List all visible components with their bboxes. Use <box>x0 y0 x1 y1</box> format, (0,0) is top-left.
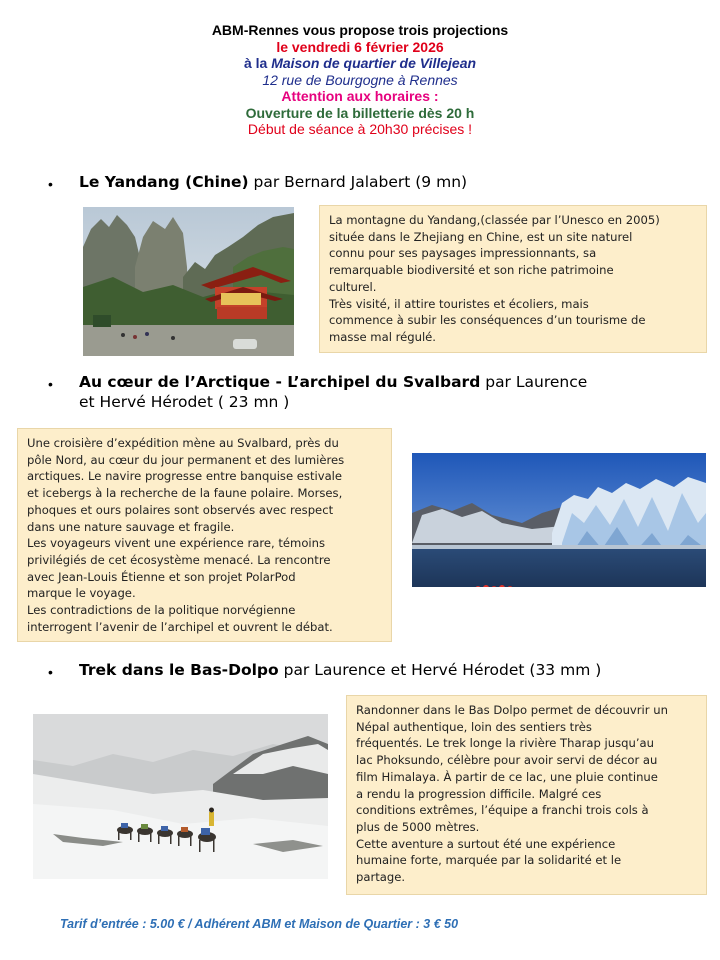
film-3-description <box>346 695 707 895</box>
film-3-desc-line: fréquentés. Le trek longe la rivière Tharap jusqu’au <box>356 736 654 751</box>
venue-line <box>0 55 720 72</box>
film-1-desc-line: La montagne du Yandang,(classée par l’Unesco en 2005) <box>329 213 660 227</box>
film-1-desc-line: masse mal régulé. <box>329 329 436 344</box>
film-2-desc-line: interrogent l’avenir de l’archipel et ouvrent le débat. <box>27 619 333 634</box>
price-footer: Tarif d’entrée : 5.00 € / Adhérent ABM et Maison de Quartier : 3 € 50 <box>60 917 459 931</box>
bullet-3: • <box>48 664 53 680</box>
film-2-desc-line: pôle Nord, au cœur du jour permanent et des lumières <box>27 452 345 467</box>
svalbard-photo <box>412 453 706 587</box>
film-2-desc-line: arctiques. Le navire progresse entre banquise estivale <box>27 469 343 484</box>
film-2-desc-line: Une croisière d’expédition mène au Svalbard, près du <box>27 436 339 450</box>
film-2-desc-line: avec Jean-Louis Étienne et son projet PolarPod <box>27 569 296 584</box>
event-date: le vendredi 6 février 2026 <box>276 38 444 55</box>
film-3-desc-line: Cette aventure a surtout été une expérience <box>356 836 616 851</box>
film-1-desc-line: culturel. <box>329 279 377 294</box>
film-2-desc-line: et icebergs à la recherche de la faune polaire. Morses, <box>27 486 343 501</box>
bullet-2: • <box>48 376 53 392</box>
film-3-desc-line: conditions extrêmes, l’équipe a franchi trois cols à <box>356 803 649 818</box>
film-3-desc-line: lac Phoksundo, célèbre pour avoir servi de décor au <box>356 753 658 768</box>
film-2-desc-line: privilégiés de cet écosystème menacé. La rencontre <box>27 552 331 567</box>
dolpo-photo <box>33 714 328 879</box>
film-1-desc-line: commence à subir les conséquences d’un tourisme de <box>329 313 646 328</box>
film-2-desc-line: Les voyageurs vivent une expérience rare, témoins <box>27 536 326 551</box>
film-3-desc-line: a rendu la progression difficile. Malgré ces <box>356 786 602 801</box>
film-3-desc-line: plus de 5000 mètres. <box>356 819 480 834</box>
film-3-desc-line: film Himalaya. À partir de ce lac, une pluie continue <box>356 769 658 784</box>
film-1-description <box>319 205 707 353</box>
film-2-desc-line: dans une nature sauvage et fragile. <box>27 519 235 534</box>
ticket-opening: Ouverture de la billetterie dès 20 h <box>245 104 475 121</box>
film-1-credits: par Bernard Jalabert (9 mn) <box>248 173 468 191</box>
film-3-desc-line: partage. <box>356 870 406 885</box>
yandang-photo <box>83 207 294 356</box>
film-1-desc-line: remarquable biodiversité et son riche patrimoine <box>329 263 614 278</box>
bullet-1: • <box>48 176 53 192</box>
film-3-desc-line: Randonner dans le Bas Dolpo permet de découvrir un <box>356 703 668 717</box>
film-1-desc-line: située dans le Zhejiang en Chine, est un site naturel <box>329 229 633 244</box>
film-3-desc-line: Népal authentique, loin des sentiers très <box>356 719 592 734</box>
film-2-credits-line2: et Hervé Hérodet ( 23 mn ) <box>79 393 290 411</box>
film-1-name: Le Yandang (Chine) <box>79 173 249 191</box>
film-2-name: Au cœur de l’Arctique - L’archipel du Svalbard <box>79 373 481 391</box>
film-3-desc-line: humaine forte, marquée par la solidarité et le <box>356 853 622 868</box>
film-2-desc-line: phoques et ours polaires sont observés avec respect <box>27 502 334 517</box>
schedule-warning: Attention aux horaires : <box>281 88 439 104</box>
film-1-desc-line: Très visité, il attire touristes et écoliers, mais <box>329 296 589 311</box>
film-3-credits: par Laurence et Hervé Hérodet (33 mm ) <box>278 661 602 679</box>
venue-address: 12 rue de Bourgogne à Rennes <box>262 71 458 88</box>
film-1-desc-line: connu pour ses paysages impressionnants, sa <box>329 246 597 261</box>
session-start: Début de séance à 20h30 précises ! <box>247 121 473 137</box>
film-2-desc-line: marque le voyage. <box>27 586 136 601</box>
event-header <box>0 22 720 138</box>
film-2-title <box>79 372 587 412</box>
film-2-description <box>17 428 392 642</box>
venue-name: Maison de quartier de Villejean <box>271 55 477 71</box>
film-3-title <box>79 660 601 680</box>
film-2-desc-line: Les contradictions de la politique norvégienne <box>27 603 296 618</box>
film-2-credits: par Laurence <box>480 373 588 391</box>
film-3-name: Trek dans le Bas-Dolpo <box>79 661 279 679</box>
film-1-title <box>79 172 467 192</box>
organizer-line: ABM-Rennes vous propose trois projections <box>211 22 509 38</box>
venue-prefix: à la <box>243 55 272 71</box>
